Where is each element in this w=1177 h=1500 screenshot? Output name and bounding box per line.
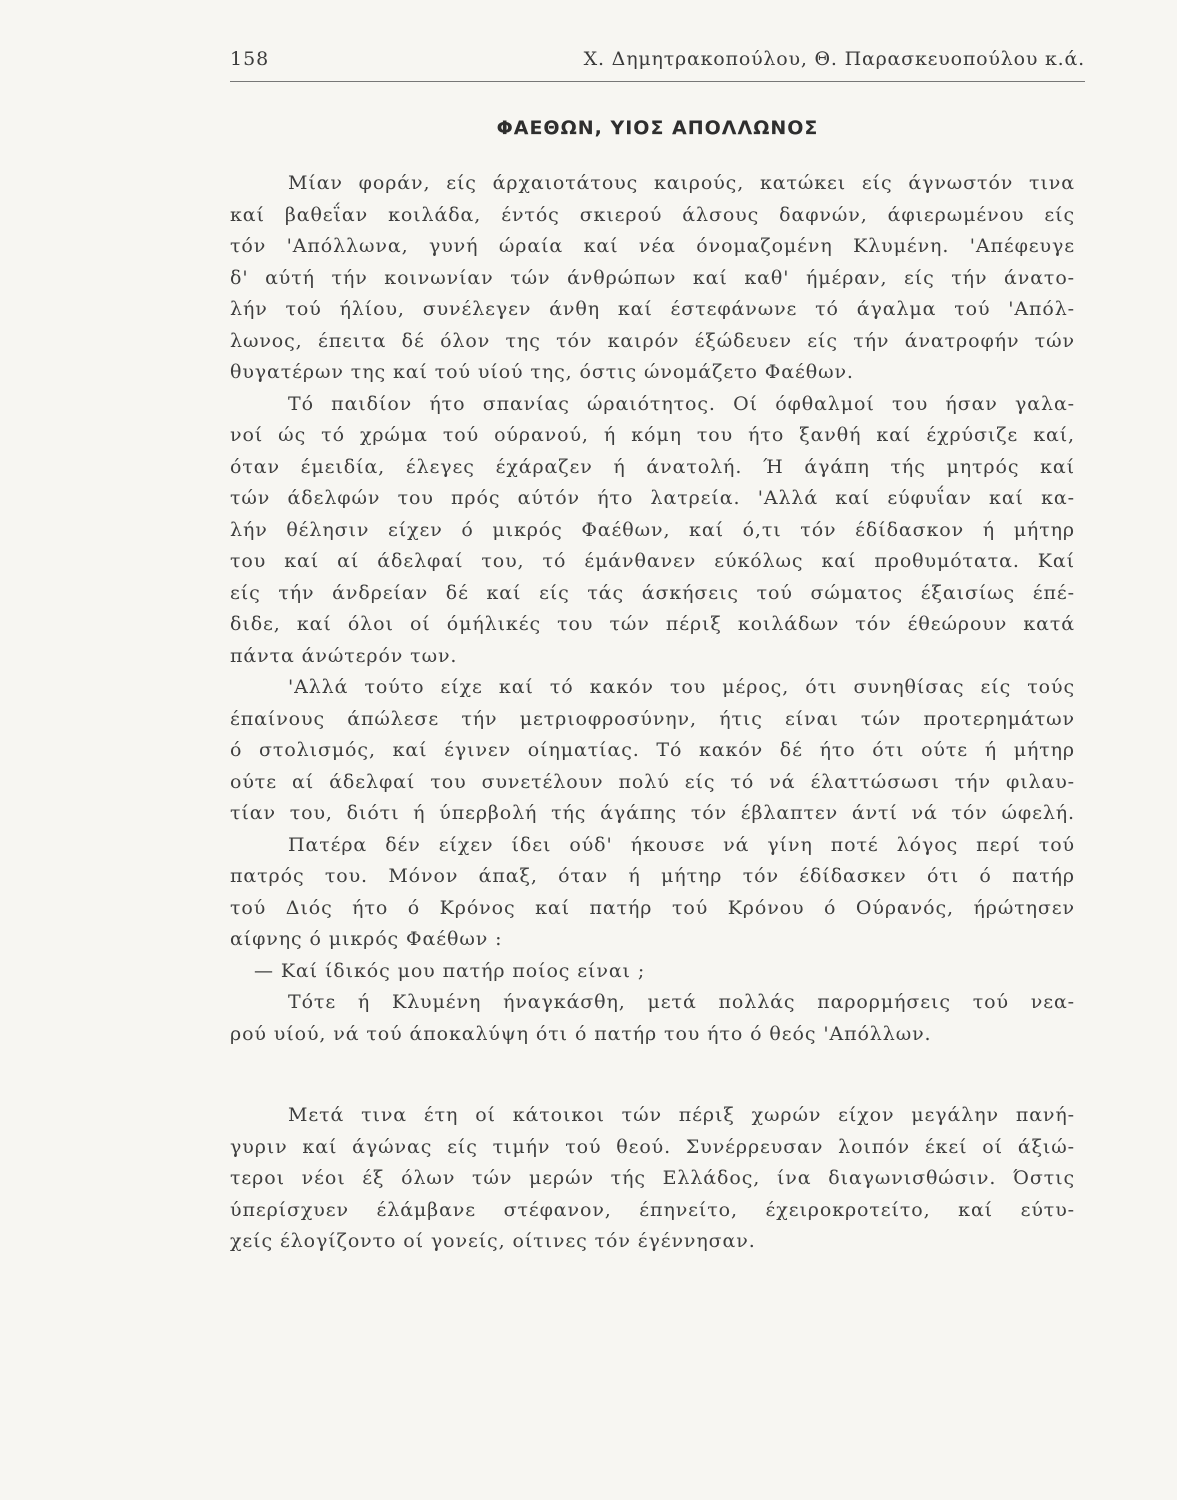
text-line: ό στολισμός, καί έγινεν οίηματίας. Τό κακόν δέ ήτο ότι ούτε ή μήτηρ <box>230 739 1075 761</box>
text-line: του καί αί άδελφαί του, τό έμάνθανεν εύκόλως καί προθυμότατα. Καί <box>230 550 1075 572</box>
text-line: τόν 'Απόλλωνα, γυνή ώραία καί νέα όνομαζομένη Κλυμένη. 'Απέφευγε <box>230 235 1075 257</box>
text-line: Μίαν φοράν, είς άρχαιοτάτους καιρούς, κατώκει είς άγνωστόν τινα <box>288 172 1075 194</box>
text-line: αίφνης ό μικρός Φαέθων : <box>230 928 503 950</box>
chapter-title: ΦΑΕΘΩΝ, ΥΙΟΣ ΑΠΟΛΛΩΝΟΣ <box>496 117 819 139</box>
text-line: έπαίνους άπώλεσε τήν μετριοφροσύνην, ήτις είναι τών προτερημάτων <box>230 707 1075 730</box>
text-line: λήν τού ήλίου, συνέλεγεν άνθη καί έστεφάνωνε τό άγαλμα τού 'Απόλ- <box>230 298 1075 320</box>
text-line: είς τήν άνδρείαν δέ καί είς τάς άσκήσεις τού σώματος έξαισίως έπέ- <box>230 581 1075 604</box>
text-line: λωνος, έπειτα δέ όλον της τόν καιρόν έξώδευεν είς τήν άνατροφήν τών <box>230 329 1075 352</box>
dialogue-line: — Καί ίδικός μου πατήρ ποίος είναι ; <box>254 959 646 982</box>
running-head: Χ. Δημητρακοπούλου, Θ. Παρασκευοπούλου κ.ά. <box>583 48 1085 70</box>
text-line: Τότε ή Κλυμένη ήναγκάσθη, μετά πολλάς παρορμήσεις τού νεα- <box>288 991 1075 1013</box>
text-line: 'Αλλά τούτο είχε καί τό κακόν του μέρος, ότι συνηθίσας είς τούς <box>288 676 1075 698</box>
text-line: καί βαθεΐαν κοιλάδα, έντός σκιερού άλσους δαφνών, άφιερωμένου είς <box>230 203 1075 226</box>
text-line: τού Διός ήτο ό Κρόνος καί πατήρ τού Κρόνου ό Ούρανός, ήρώτησεν <box>230 896 1075 919</box>
section-break <box>230 1050 1075 1100</box>
text-line: ούτε αί άδελφαί του συνετέλουν πολύ είς τό νά έλαττώσωσι τήν φιλαυ- <box>230 770 1075 793</box>
text-line: Μετά τινα έτη οί κάτοικοι τών πέριξ χωρών είχον μεγάλην πανή- <box>288 1104 1075 1126</box>
text-line: θυγατέρων της καί τού υίού της, όστις ώνομάζετο Φαέθων. <box>230 361 854 383</box>
text-line: πατρός του. Μόνον άπαξ, όταν ή μήτηρ τόν έδίδασκεν ότι ό πατήρ <box>230 865 1075 887</box>
text-line: διδε, καί όλοι οί όμήλικές του τών πέριξ κοιλάδων τόν έθεώρουν κατά <box>230 613 1075 635</box>
text-line: δ' αύτή τήν κοινωνίαν τών άνθρώπων καί καθ' ήμέραν, είς τήν άνατο- <box>230 266 1075 289</box>
text-line: λήν θέλησιν είχεν ό μικρός Φαέθων, καί ό,τι τόν έδίδασκον ή μήτηρ <box>230 518 1075 541</box>
text-line: ρού υίού, νά τού άποκαλύψη ότι ό πατήρ του ήτο ό θεός 'Απόλλων. <box>230 1022 932 1045</box>
text-line: χείς έλογίζοντο οί γονείς, οίτινες τόν έγέννησαν. <box>230 1230 756 1252</box>
text-line: τεροι νέοι έξ όλων τών μερών τής Ελλάδος, ίνα διαγωνισθώσιν. Όστις <box>230 1167 1075 1189</box>
text-line: γυριν καί άγώνας είς τιμήν τού θεού. Συνέρρευσαν λοιπόν έκεί οί άξιώ- <box>230 1135 1075 1158</box>
header-rule <box>230 81 1085 82</box>
page-header <box>230 48 1085 88</box>
text-line: νοί ώς τό χρώμα τού ούρανού, ή κόμη του ήτο ξανθή καί έχρύσιζε καί, <box>230 424 1075 446</box>
text-line: Πατέρα δέν είχεν ίδει ούδ' ήκουσε νά γίνη ποτέ λόγος περί τού <box>288 833 1075 856</box>
text-line: Τό παιδίον ήτο σπανίας ώραιότητος. Οί όφθαλμοί του ήσαν γαλα- <box>288 392 1075 415</box>
body-text <box>230 168 1075 1258</box>
text-line: τίαν του, διότι ή ύπερβολή τής άγάπης τόν έβλαπτεν άντί νά τόν ώφελή. <box>230 802 1075 824</box>
text-line: όταν έμειδία, έλεγες έχάραζεν ή άνατολή. Ή άγάπη τής μητρός καί <box>230 455 1075 478</box>
text-line: πάντα άνώτερόν των. <box>230 644 458 667</box>
page-number: 158 <box>230 48 270 70</box>
text-line: τών άδελφών του πρός αύτόν ήτο λατρεία. 'Αλλά καί εύφυΐαν καί κα- <box>230 487 1075 509</box>
text-line: ύπερίσχυεν έλάμβανε στέφανον, έπηνείτο, έχειροκροτείτο, καί εύτυ- <box>230 1198 1075 1221</box>
